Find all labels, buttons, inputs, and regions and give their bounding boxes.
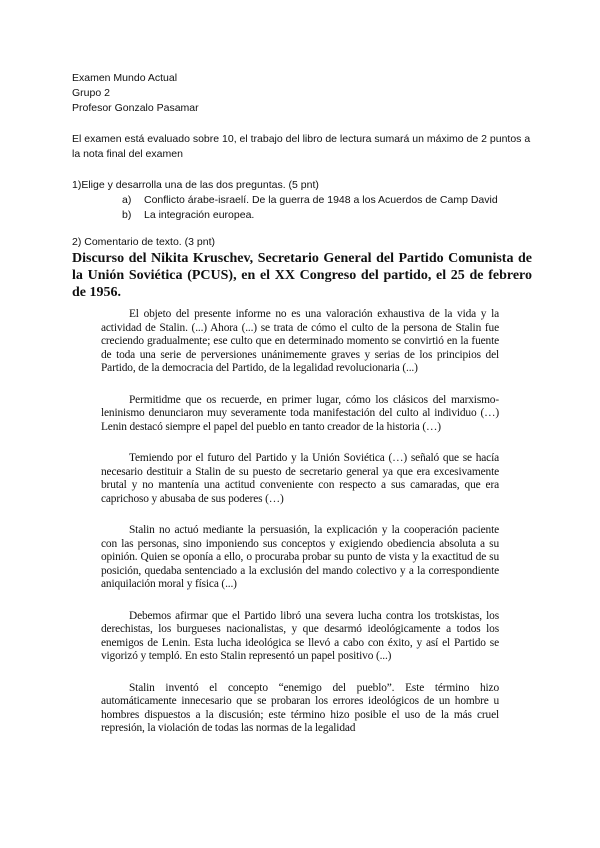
group-name: Grupo 2 (72, 87, 110, 99)
option-a (122, 193, 542, 208)
exam-instructions: El examen está evaluado sobre 10, el trabajo del libro de lectura sumará un máximo de 2 puntos a la nota final del examen (72, 133, 531, 160)
question-2-prompt: 2) Comentario de texto. (3 pnt) (72, 236, 215, 248)
text-title: Discurso del Nikita Kruschev, Secretario General del Partido Comunista de la Unión Soviética (PCUS), en el XX Congreso del partido, el 25 de febrero de 1956. (72, 251, 532, 300)
paragraph-3: Temiendo por el futuro del Partido y la Unión Soviética (…) señaló que se hacía necesario destituir a Stalin de su puesto de secretario general ya que era excesivamente brutal y no mantenía una actitud conveniente con respecto a sus camaradas, que era caprichoso y abusaba de sus poderes (…) (101, 452, 499, 505)
option-a-marker: a) (122, 194, 132, 206)
question-1-prompt: 1)Elige y desarrolla una de las dos preguntas. (5 pnt) (72, 179, 319, 191)
paragraph-1: El objeto del presente informe no es una valoración exhaustiva de la vida y la actividad de Stalin. (...) Ahora (...) se trata de cómo el culto de la persona de Stalin fue creciendo gradualmente; ese culto que en determinado momento se convirtió en la fuente de toda una serie de perversiones unánimemente graves y serias de los principios del Partido, de la democracia del Partido, de la legalidad revolucionaria (...) (101, 308, 499, 374)
speech-excerpt (101, 308, 499, 754)
option-a-text: Conflicto árabe-israelí. De la guerra de 1948 a los Acuerdos de Camp David (144, 194, 498, 206)
paragraph-6: Stalin inventó el concepto “enemigo del pueblo”. Este término hizo automáticamente innecesario que se probaran los errores ideológicos de un hombre u hombres dispuestos a la discusión; este término hizo posible el uso de la más cruel represión, la violación de todas las normas de la legalidad (101, 681, 499, 734)
paragraph-2: Permitidme que os recuerde, en primer lugar, cómo los clásicos del marxismo-leninismo denunciaron muy severamente toda manifestación del culto al individuo (…) Lenin destacó siempre el papel del pueblo en tanto creador de la historia (…) (101, 393, 499, 433)
option-b-marker: b) (122, 209, 132, 221)
exam-header (72, 71, 532, 116)
option-b-text: La integración europea. (144, 209, 255, 221)
professor-name: Profesor Gonzalo Pasamar (72, 102, 199, 114)
paragraph-5: Debemos afirmar que el Partido libró una severa lucha contra los trotskistas, los derechistas, los burgueses nacionalistas, y que desarmó ideológicamente a todos los enemigos de Lenin. Esta lucha ideológica se llevó a cabo con éxito, y así el Partido se vigorizó y templó. En esto Stalin representó un papel positivo (...) (101, 609, 499, 662)
question-1-options (122, 193, 542, 223)
paragraph-4: Stalin no actuó mediante la persuasión, la explicación y la cooperación paciente con las personas, sino imponiendo sus conceptos y exigiendo obediencia absoluta a su opinión. Quien se oponía a ello, o procuraba probar su punto de vista y la exactitud de su posición, quedaba sentenciado a la exclusión del mando colectivo y a la correspondiente aniquilación moral y física (...) (101, 524, 499, 590)
course-name: Examen Mundo Actual (72, 72, 178, 84)
option-b (122, 208, 542, 223)
